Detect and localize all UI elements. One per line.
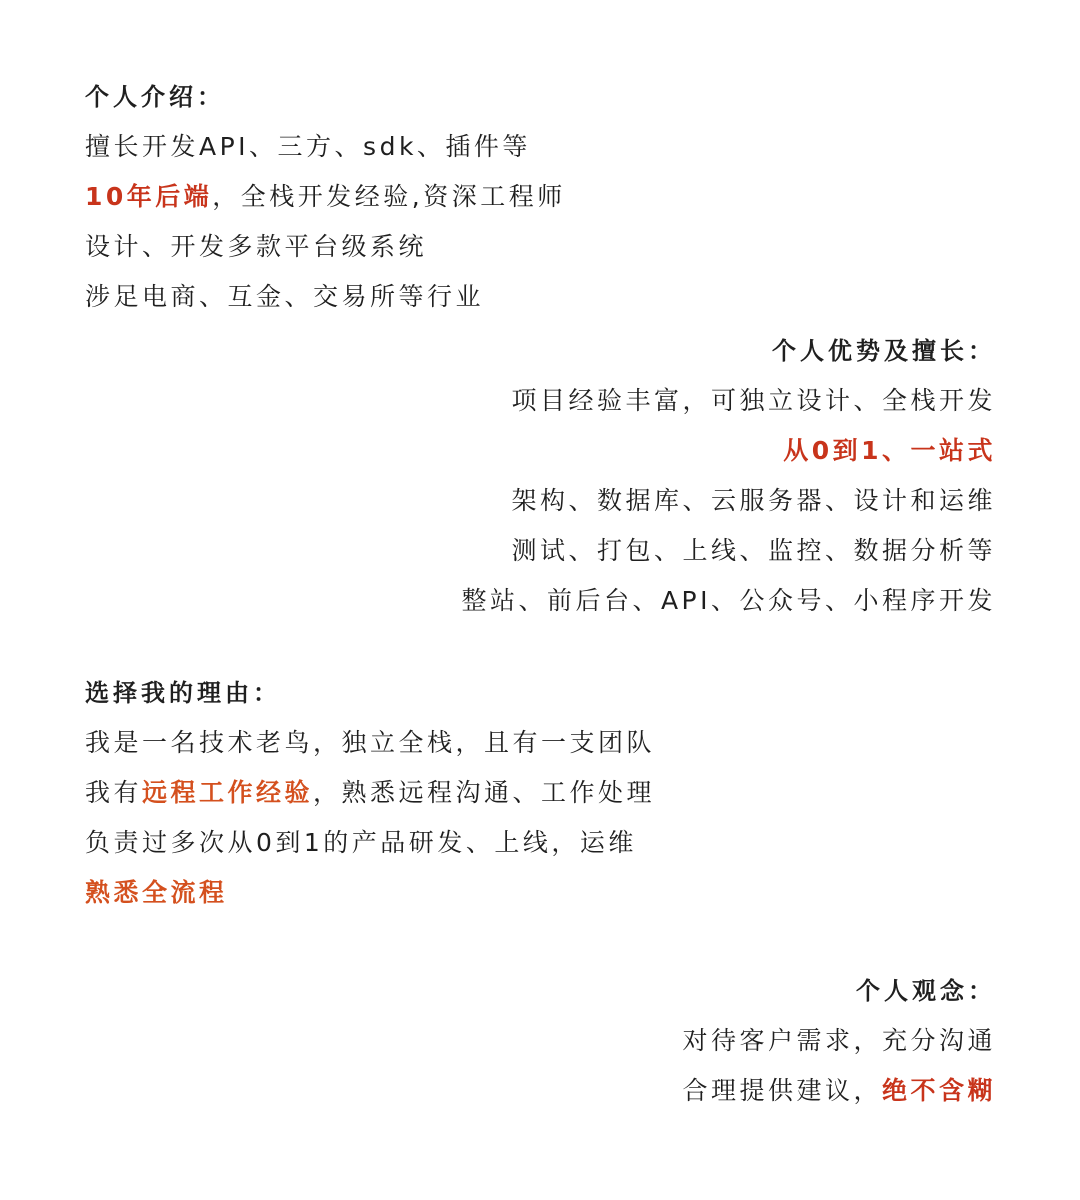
beliefs-highlight-no-ambiguity: 绝不含糊 [881,1076,996,1105]
reasons-line-1: 我是一名技术老鸟，独立全栈，且有一支团队 [85,728,656,757]
reasons-section [85,668,655,918]
intro-section [85,72,566,322]
intro-line-4: 涉足电商、互金、交易所等行业 [85,282,485,311]
reasons-line-2-rest: ，熟悉远程沟通、工作处理 [313,778,656,807]
beliefs-line-1: 对待客户需求，充分沟通 [682,1026,996,1055]
beliefs-line-2-prefix: 合理提供建议， [682,1076,882,1105]
reasons-highlight-full-process: 熟悉全流程 [85,878,228,907]
strengths-highlight-one-stop: 从0到1、一站式 [783,436,996,465]
reasons-heading: 选择我的理由： [85,679,281,707]
strengths-line-5: 整站、前后台、API、公众号、小程序开发 [461,586,996,615]
reasons-highlight-remote: 远程工作经验 [142,778,314,807]
reasons-line-3: 负责过多次从0到1的产品研发、上线，运维 [85,828,637,857]
strengths-heading: 个人优势及擅长： [772,337,996,365]
beliefs-section [682,966,996,1116]
strengths-line-4: 测试、打包、上线、监控、数据分析等 [511,536,996,565]
intro-line-3: 设计、开发多款平台级系统 [85,232,428,261]
intro-line-2-rest: ，全栈开发经验,资深工程师 [212,182,566,211]
reasons-line-2 [85,768,655,818]
intro-heading: 个人介绍： [85,83,225,111]
beliefs-line-2 [682,1066,996,1116]
strengths-section [461,326,996,626]
intro-line-2 [85,172,566,222]
beliefs-heading: 个人观念： [856,977,996,1005]
strengths-line-1: 项目经验丰富，可独立设计、全栈开发 [511,386,996,415]
reasons-line-2-prefix: 我有 [85,778,143,807]
intro-line-1: 擅长开发API、三方、sdk、插件等 [85,132,531,161]
strengths-line-3: 架构、数据库、云服务器、设计和运维 [511,486,996,515]
intro-highlight-experience: 10年后端 [85,182,213,211]
